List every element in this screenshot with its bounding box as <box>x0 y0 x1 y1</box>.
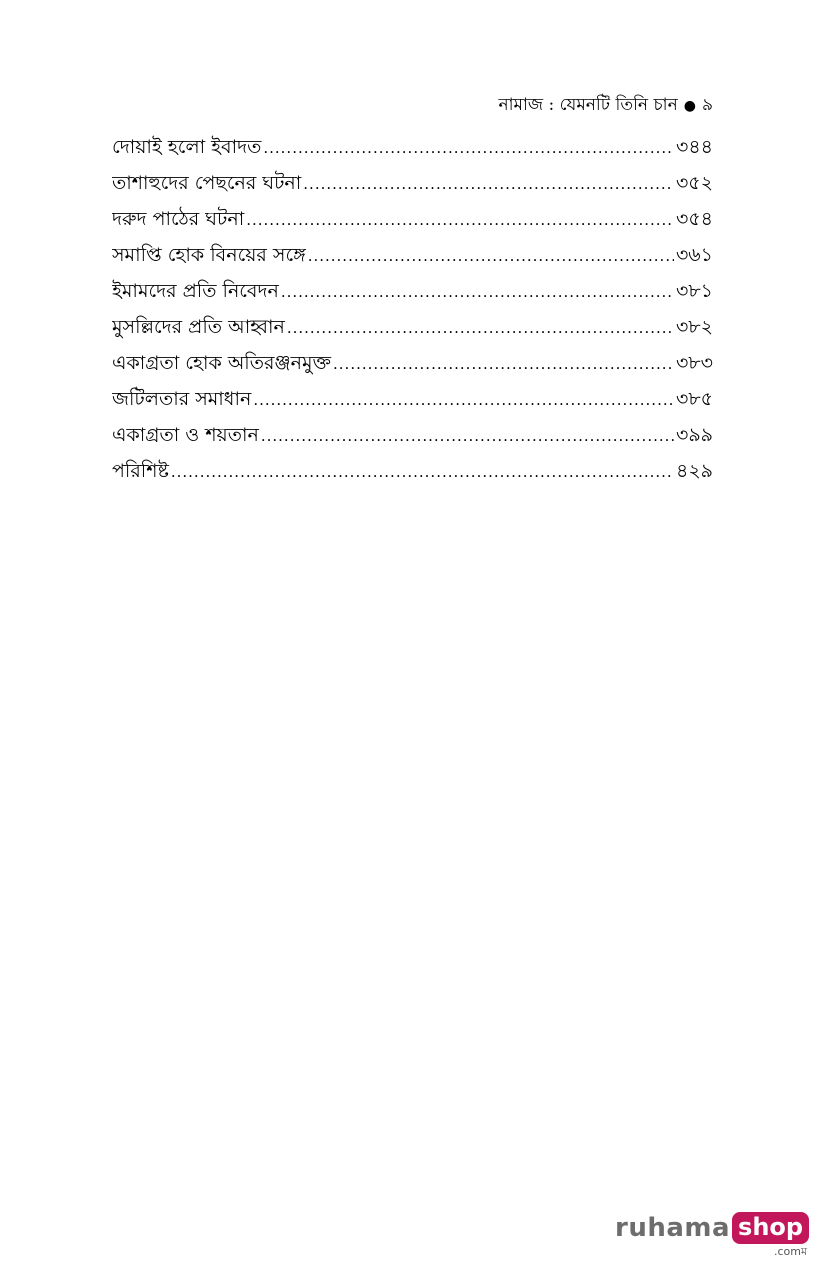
toc-entry-page: ৩৮১ <box>675 280 713 302</box>
dot-leader <box>281 283 674 301</box>
toc-entry-page: ৩৬১ <box>675 244 713 266</box>
logo-domain-text: .comম <box>773 1245 808 1258</box>
toc-entry-page: ৩৫৪ <box>675 208 713 230</box>
toc-entry-title: মুসল্লিদের প্রতি আহ্বান <box>112 316 285 338</box>
toc-entry-title: পরিশিষ্ট <box>112 460 169 482</box>
toc-entry-page: ৩৮২ <box>675 316 713 338</box>
toc-entry <box>112 349 713 385</box>
dot-leader <box>253 391 674 409</box>
ruhamashop-logo <box>615 1208 809 1258</box>
dot-leader <box>263 139 674 157</box>
toc-entry <box>112 457 713 493</box>
dot-leader <box>333 355 674 373</box>
toc-entry-page: ৪২৯ <box>675 460 713 482</box>
logo-ruhama-text: ruhama <box>615 1213 731 1243</box>
toc-entry <box>112 313 713 349</box>
bullet-icon: ● <box>683 98 696 114</box>
toc-entry <box>112 205 713 241</box>
dot-leader <box>246 211 674 229</box>
toc-entry <box>112 421 713 457</box>
toc-entry-page: ৩৮৫ <box>675 388 713 410</box>
toc-entry <box>112 277 713 313</box>
toc-entry-title: দরুদ পাঠের ঘটনা <box>112 208 245 230</box>
toc-entry-page: ৩৮৩ <box>675 352 713 374</box>
toc-entry <box>112 241 713 277</box>
logo-shop-text: shop <box>732 1212 809 1244</box>
dot-leader <box>171 463 674 481</box>
toc-entry <box>112 385 713 421</box>
toc-entry-page: ৩৪৪ <box>675 136 713 158</box>
dot-leader <box>303 175 674 193</box>
toc-entry-title: তাশাহুদের পেছনের ঘটনা <box>112 172 302 194</box>
running-header <box>498 92 713 120</box>
dot-leader <box>308 247 674 265</box>
toc-entry-title: একাগ্রতা হোক অতিরঞ্জনমুক্ত <box>112 352 332 374</box>
running-title: নামাজ : যেমনটি তিনি চান <box>498 95 678 115</box>
toc-entry <box>112 169 713 205</box>
toc-entry-page: ৩৫২ <box>675 172 713 194</box>
table-of-contents <box>112 133 713 493</box>
toc-entry-title: দোয়াই হলো ইবাদত <box>112 136 262 158</box>
toc-entry-title: ইমামদের প্রতি নিবেদন <box>112 280 279 302</box>
dot-leader <box>261 427 674 445</box>
toc-entry <box>112 133 713 169</box>
toc-entry-title: একাগ্রতা ও শয়তান <box>112 424 259 446</box>
logo-shop-badge <box>732 1208 809 1258</box>
page-number: ৯ <box>701 95 713 115</box>
toc-entry-page: ৩৯৯ <box>675 424 713 446</box>
toc-entry-title: জটিলতার সমাধান <box>112 388 252 410</box>
toc-entry-title: সমাপ্তি হোক বিনয়ের সঙ্গে <box>112 244 306 266</box>
dot-leader <box>287 319 674 337</box>
